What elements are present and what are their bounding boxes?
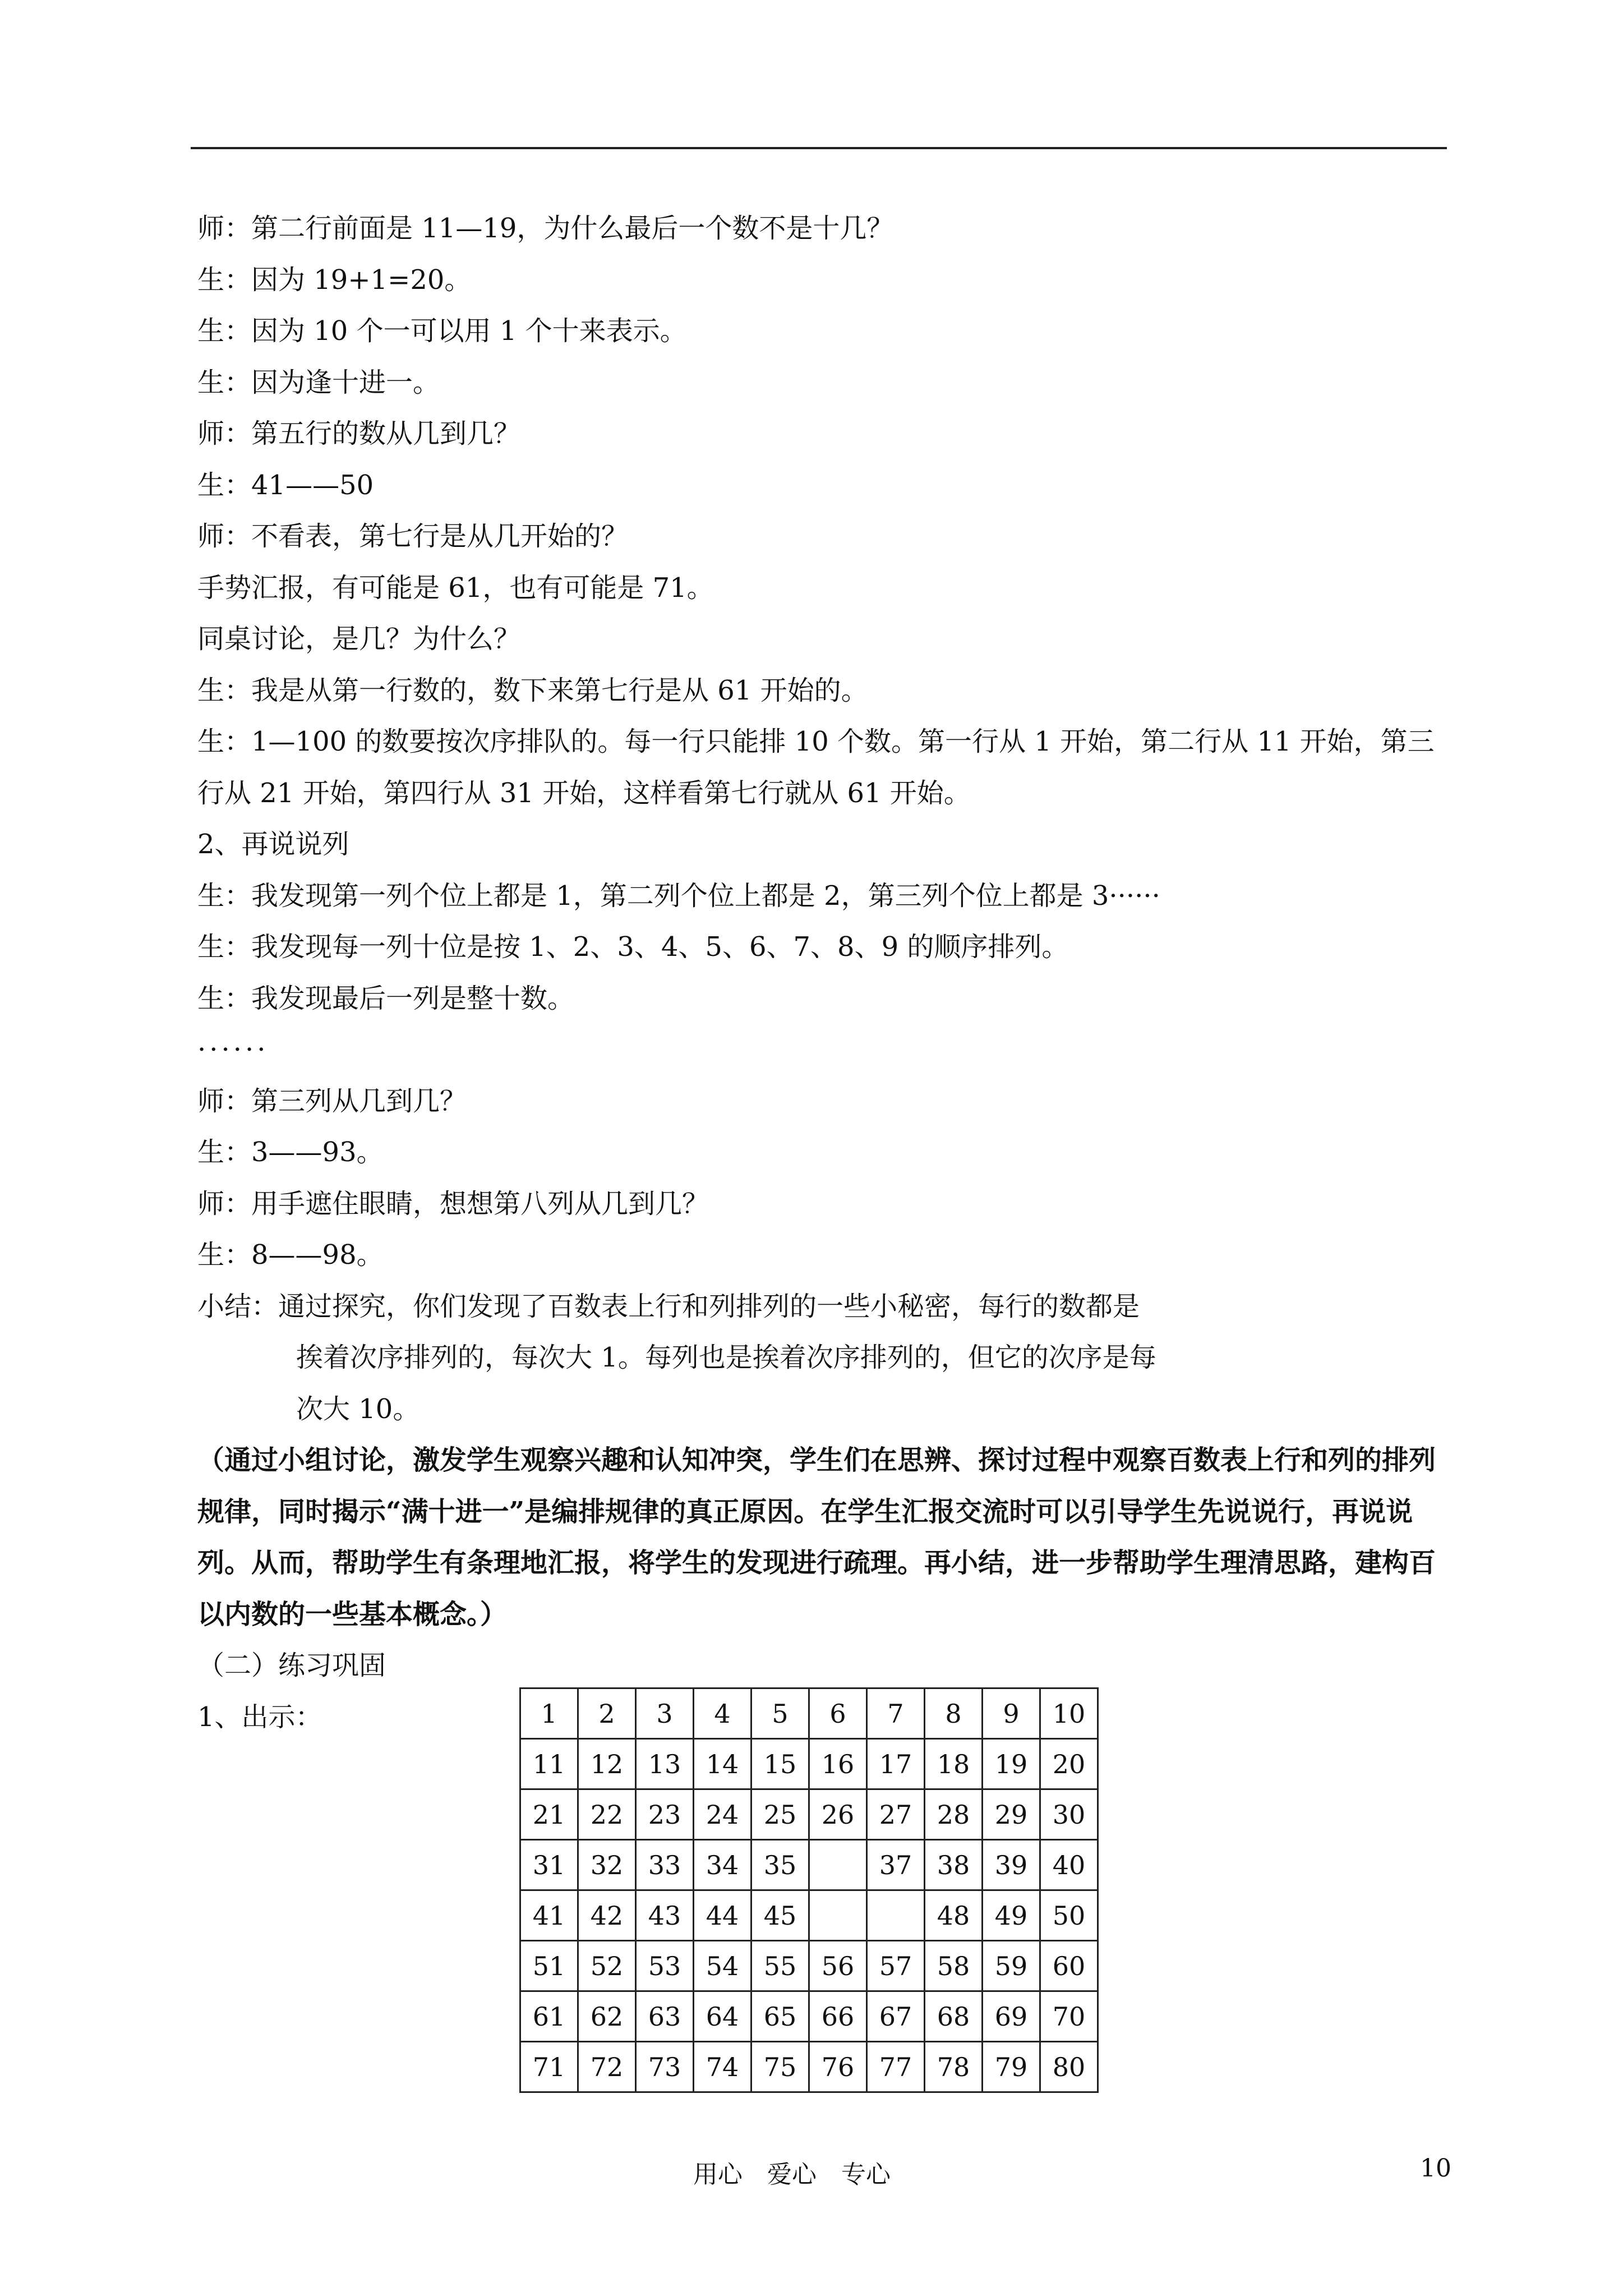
table-cell: 6	[809, 1688, 867, 1739]
header-rule	[191, 147, 1447, 149]
text-line: 师：第五行的数从几到几？	[197, 418, 521, 449]
table-cell: 72	[578, 2042, 636, 2092]
text-line: 师：用手遮住眼睛，想想第八列从几到几？	[197, 1188, 709, 1220]
table-row	[520, 1941, 1098, 1991]
summary-line: 挨着次序排列的，每次大 1。每列也是挨着次序排列的，但它的次序是每	[296, 1342, 1156, 1373]
footer-motto: 用心 爱心 专心	[693, 2160, 891, 2189]
table-cell: 21	[520, 1789, 578, 1840]
table-cell: 31	[520, 1840, 578, 1890]
table-cell: 65	[751, 1991, 809, 2042]
table-cell: 48	[925, 1890, 983, 1941]
table-cell: 16	[809, 1739, 867, 1789]
table-cell: 74	[694, 2042, 751, 2092]
table-cell: 28	[925, 1789, 983, 1840]
table-cell: 26	[809, 1789, 867, 1840]
table-cell: 78	[925, 2042, 983, 2092]
table-cell: 55	[751, 1941, 809, 1991]
table-cell: 75	[751, 2042, 809, 2092]
hundred-chart-table	[519, 1687, 1099, 2093]
table-cell: 38	[925, 1840, 983, 1890]
text-paragraph: 生：1—100 的数要按次序排队的。每一行只能排 10 个数。第一行从 1 开始，第二行从 11 开始，第三行从 21 开始，第四行从 31 开始，这样看第七行就从 61 开始。	[197, 726, 1435, 809]
table-cell: 51	[520, 1941, 578, 1991]
table-cell: 13	[636, 1739, 694, 1789]
table-cell: 69	[983, 1991, 1040, 2042]
summary-line: 小结：通过探究，你们发现了百数表上行和列排列的一些小秘密，每行的数都是	[197, 1290, 1140, 1322]
text-line: 生：因为 10 个一可以用 1 个十来表示。	[197, 315, 687, 347]
table-cell: 9	[983, 1688, 1040, 1739]
table-cell: 33	[636, 1840, 694, 1890]
table-cell: 56	[809, 1941, 867, 1991]
table-cell: 1	[520, 1688, 578, 1739]
table-cell: 2	[578, 1688, 636, 1739]
table-cell: 42	[578, 1890, 636, 1941]
table-cell	[867, 1890, 925, 1941]
table-cell: 73	[636, 2042, 694, 2092]
table-cell: 62	[578, 1991, 636, 2042]
table-cell: 57	[867, 1941, 925, 1991]
text-line: 生：我发现最后一列是整十数。	[197, 982, 575, 1014]
table-cell: 54	[694, 1941, 751, 1991]
table-cell: 70	[1040, 1991, 1098, 2042]
table-cell: 40	[1040, 1840, 1098, 1890]
table-cell: 64	[694, 1991, 751, 2042]
table-cell: 37	[867, 1840, 925, 1890]
table-cell: 15	[751, 1739, 809, 1789]
document-body	[197, 203, 1454, 1743]
page-number: 10	[1420, 2154, 1451, 2183]
table-cell: 50	[1040, 1890, 1098, 1941]
table-cell: 23	[636, 1789, 694, 1840]
table-cell: 25	[751, 1789, 809, 1840]
table-cell: 11	[520, 1739, 578, 1789]
table-cell: 44	[694, 1890, 751, 1941]
table-cell: 58	[925, 1941, 983, 1991]
text-line: 师：不看表，第七行是从几开始的？	[197, 521, 629, 552]
table-cell: 5	[751, 1688, 809, 1739]
table-cell: 60	[1040, 1941, 1098, 1991]
table-cell: 3	[636, 1688, 694, 1739]
exercise-label: 1、出示：	[197, 1701, 322, 1733]
table-cell: 22	[578, 1789, 636, 1840]
table-cell: 17	[867, 1739, 925, 1789]
table-cell	[809, 1840, 867, 1890]
table-cell: 53	[636, 1941, 694, 1991]
table-row	[520, 1890, 1098, 1941]
text-line: 生：因为 19+1=20。	[197, 264, 472, 296]
table-cell: 34	[694, 1840, 751, 1890]
table-cell: 32	[578, 1840, 636, 1890]
text-line: 生：因为逢十进一。	[197, 366, 440, 398]
text-line: 生：我发现第一列个位上都是 1，第二列个位上都是 2，第三列个位上都是 3······	[197, 880, 1160, 912]
table-cell: 20	[1040, 1739, 1098, 1789]
table-cell: 67	[867, 1991, 925, 2042]
table-cell: 66	[809, 1991, 867, 2042]
table-cell	[809, 1890, 867, 1941]
table-row	[520, 1789, 1098, 1840]
table-cell: 4	[694, 1688, 751, 1739]
table-cell: 35	[751, 1840, 809, 1890]
table-cell: 79	[983, 2042, 1040, 2092]
text-line: 生：我是从第一行数的，数下来第七行是从 61 开始的。	[197, 674, 868, 706]
table-row	[520, 1688, 1098, 1739]
table-cell: 59	[983, 1941, 1040, 1991]
table-cell: 52	[578, 1941, 636, 1991]
number-table	[519, 1687, 1099, 2093]
table-cell: 10	[1040, 1688, 1098, 1739]
table-cell: 27	[867, 1789, 925, 1840]
table-cell: 43	[636, 1890, 694, 1941]
ellipsis-dots: ······	[197, 1034, 269, 1065]
table-cell: 19	[983, 1739, 1040, 1789]
summary-line: 次大 10。	[296, 1393, 420, 1425]
table-cell: 77	[867, 2042, 925, 2092]
table-cell: 7	[867, 1688, 925, 1739]
table-cell: 61	[520, 1991, 578, 2042]
table-cell: 29	[983, 1789, 1040, 1840]
commentary-paragraph: （通过小组讨论，激发学生观察兴趣和认知冲突，学生们在思辨、探讨过程中观察百数表上行和列的排列规律，同时揭示“满十进一”是编排规律的真正原因。在学生汇报交流时可以引导学生先说说行，再说说列。从而，帮助学生有条理地汇报，将学生的发现进行疏理。再小结，进一步帮助学生理清思路，建构百以内数的一些基本概念。）	[197, 1444, 1436, 1630]
table-cell: 12	[578, 1739, 636, 1789]
table-cell: 14	[694, 1739, 751, 1789]
text-line: 生：41——50	[197, 469, 374, 501]
table-cell: 30	[1040, 1789, 1098, 1840]
table-row	[520, 1840, 1098, 1890]
table-cell: 63	[636, 1991, 694, 2042]
text-line: 同桌讨论，是几？为什么？	[197, 623, 521, 655]
table-cell: 80	[1040, 2042, 1098, 2092]
table-cell: 18	[925, 1739, 983, 1789]
text-line: 手势汇报，有可能是 61，也有可能是 71。	[197, 572, 714, 604]
text-line: 师：第三列从几到几？	[197, 1085, 467, 1117]
table-cell: 8	[925, 1688, 983, 1739]
table-cell: 76	[809, 2042, 867, 2092]
text-line: 生：我发现每一列十位是按 1、2、3、4、5、6、7、8、9 的顺序排列。	[197, 931, 1069, 963]
text-line: 生：3——93。	[197, 1137, 384, 1168]
table-cell: 49	[983, 1890, 1040, 1941]
text-line: 生：8——98。	[197, 1239, 384, 1271]
text-line: 师：第二行前面是 11—19，为什么最后一个数不是十几？	[197, 213, 894, 244]
table-cell: 41	[520, 1890, 578, 1941]
table-cell: 71	[520, 2042, 578, 2092]
table-cell: 39	[983, 1840, 1040, 1890]
table-cell: 68	[925, 1991, 983, 2042]
section-heading: 2、再说说列	[197, 829, 349, 860]
table-cell: 24	[694, 1789, 751, 1840]
section-heading: （二）练习巩固	[197, 1650, 386, 1681]
table-cell: 45	[751, 1890, 809, 1941]
table-row	[520, 2042, 1098, 2092]
table-row	[520, 1739, 1098, 1789]
table-row	[520, 1991, 1098, 2042]
